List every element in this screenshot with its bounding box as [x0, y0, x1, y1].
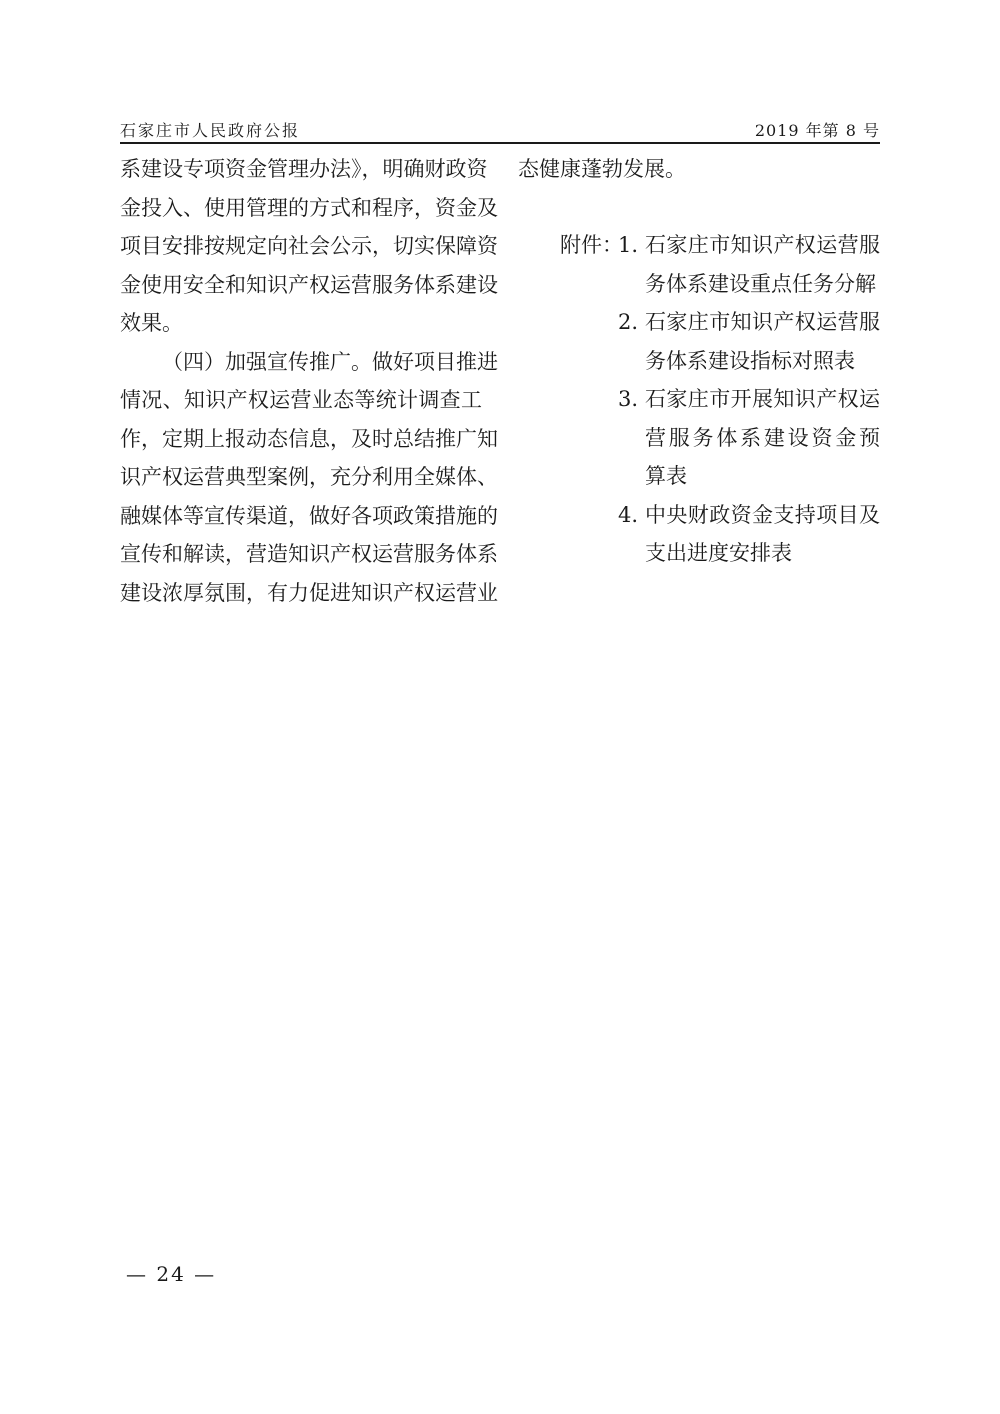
attachments-label: 附件： [560, 233, 623, 257]
attachment-number: 2. [618, 310, 639, 334]
body-line: 情况、知识产权运营业态等统计调查工 [120, 388, 482, 412]
body-line: 态健康蓬勃发展。 [518, 157, 686, 181]
body-line: 系建设专项资金管理办法》，明确财政资 [120, 157, 488, 181]
attachment-item [518, 303, 880, 380]
attachment-item [518, 380, 880, 496]
attachment-item [518, 496, 880, 573]
body-line: 效果。 [120, 311, 183, 335]
publication-title: 石家庄市人民政府公报 [120, 121, 301, 140]
body-line: 金投入、使用管理的方式和程序，资金及 [120, 195, 498, 220]
attachments-list [518, 226, 880, 573]
body-line: 建设浓厚氛围，有力促进知识产权运营业 [120, 580, 498, 605]
page-number: — 24 — [126, 1262, 217, 1286]
attachment-line: 务体系建设指标对照表 [645, 348, 855, 373]
header-rule [120, 142, 880, 144]
attachment-line: 算表 [645, 464, 687, 488]
left-column [120, 150, 498, 612]
attachment-number: 1. [618, 233, 639, 257]
body-line: 金使用安全和知识产权运营服务体系建设 [120, 272, 498, 297]
section-heading-line: （四）加强宣传推广。做好项目推进 [162, 349, 498, 374]
attachment-number: 3. [618, 387, 639, 411]
body-line: 融媒体等宣传渠道，做好各项政策措施的 [120, 503, 498, 528]
attachment-line: 务体系建设重点任务分解 [645, 271, 876, 296]
body-line: 作，定期上报动态信息，及时总结推广知 [120, 426, 498, 451]
page-header [120, 118, 880, 142]
attachment-line: 石家庄市开展知识产权运 [645, 387, 880, 411]
attachment-line: 石家庄市知识产权运营服 [645, 310, 880, 334]
body-line: 识产权运营典型案例，充分利用全媒体、 [120, 465, 498, 489]
attachment-item [518, 226, 880, 303]
attachment-line: 中央财政资金支持项目及 [645, 502, 880, 527]
body-line: 宣传和解读，营造知识产权运营服务体系 [120, 542, 498, 566]
body-line: 项目安排按规定向社会公示，切实保障资 [120, 234, 498, 258]
right-column [518, 150, 880, 189]
attachment-line: 支出进度安排表 [645, 541, 792, 565]
attachment-line: 营服务体系建设资金预 [645, 425, 880, 450]
issue-number: 2019 年第 8 号 [754, 121, 880, 140]
attachment-line: 石家庄市知识产权运营服 [645, 233, 880, 257]
attachment-number: 4. [618, 502, 639, 527]
